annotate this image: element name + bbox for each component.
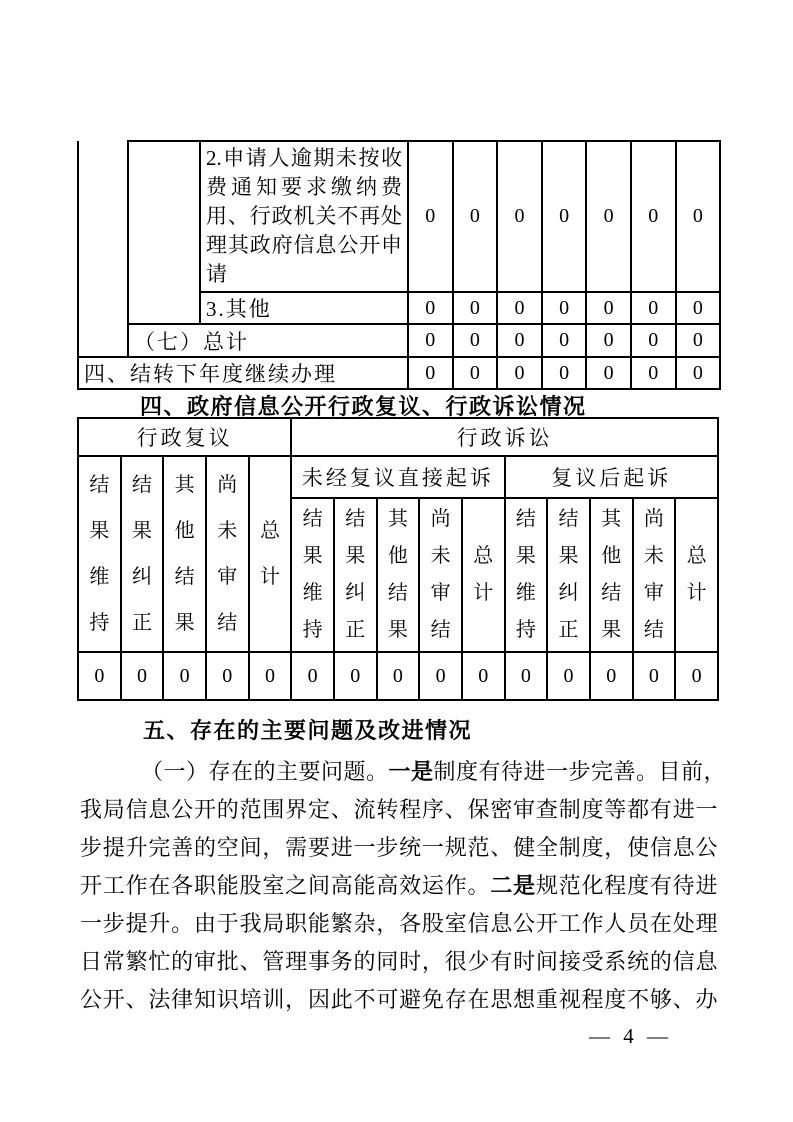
value-cell: 0	[497, 324, 542, 357]
value-cell: 0	[590, 652, 633, 700]
value-cell: 0	[408, 141, 453, 292]
direct-pending-header: 尚未审结	[419, 498, 462, 652]
table1-row-label: 3.其他	[200, 292, 408, 324]
value-cell: 0	[453, 324, 498, 357]
paragraph-line: 步提升完善的空间，需要进一步统一规范、健全制度，使信息公	[80, 835, 718, 860]
value-cell: 0	[676, 141, 721, 292]
value-cell: 0	[676, 292, 721, 324]
value-cell: 0	[291, 652, 334, 700]
value-cell: 0	[249, 652, 292, 700]
paragraph-line: 日常繁忙的审批、管理事务的同时，很少有时间接受系统的信息	[80, 949, 718, 974]
table1-row-label: 2.申请人逾期未按收费通知要求缴纳费用、行政机关不再处理其政府信息公开申请	[200, 141, 408, 292]
table-row	[78, 324, 720, 357]
table-row	[78, 418, 718, 456]
value-cell: 0	[542, 292, 587, 324]
paragraph-line: 我局信息公开的范围界定、流转程序、保密审查制度等都有进一	[80, 797, 718, 822]
paragraph-line	[80, 867, 718, 905]
value-cell: 0	[334, 652, 377, 700]
after-review-lawsuit-subheader: 复议后起诉	[505, 456, 718, 498]
value-cell: 0	[631, 292, 676, 324]
direct-result-upheld-header: 结果维持	[291, 498, 334, 652]
value-cell: 0	[586, 141, 631, 292]
afterreview-result-corrected-header: 结果纠正	[547, 498, 590, 652]
value-cell: 0	[676, 357, 721, 389]
paragraph-line	[80, 753, 727, 791]
direct-result-corrected-header: 结果纠正	[334, 498, 377, 652]
value-cell: 0	[586, 324, 631, 357]
section4-title: 四、政府信息公开行政复议、行政诉讼情况	[140, 394, 587, 419]
paragraph-line: 公开、法律知识培训，因此不可避免存在思想重视程度不够、办	[80, 987, 718, 1012]
table-row	[78, 357, 720, 389]
direct-lawsuit-subheader: 未经复议直接起诉	[291, 456, 504, 498]
paragraph-line: 一步提升。由于我局职能繁杂，各股室信息公开工作人员在处理	[80, 911, 718, 936]
review-group-header: 行政复议	[78, 418, 291, 456]
afterreview-total-header: 总计	[675, 498, 718, 652]
review-result-corrected-header: 结果纠正	[121, 456, 164, 652]
section5-title: 五、存在的主要问题及改进情况	[143, 718, 473, 743]
value-cell: 0	[78, 652, 121, 700]
value-cell: 0	[547, 652, 590, 700]
line-text: 规范化程度有待进	[535, 873, 718, 898]
value-cell: 0	[163, 652, 206, 700]
value-cell: 0	[419, 652, 462, 700]
value-cell: 0	[542, 357, 587, 389]
value-cell: 0	[497, 292, 542, 324]
value-cell: 0	[121, 652, 164, 700]
value-cell: 0	[631, 141, 676, 292]
value-cell: 0	[542, 141, 587, 292]
value-cell: 0	[633, 652, 676, 700]
table1-sub-span-cell	[128, 141, 200, 324]
value-cell: 0	[497, 141, 542, 292]
line-text: 制度有待进一步完善。目前，	[433, 759, 727, 784]
value-cell: 0	[408, 357, 453, 389]
direct-other-result-header: 其他结果	[377, 498, 420, 652]
value-cell: 0	[675, 652, 718, 700]
table-row	[78, 141, 720, 292]
review-total-header: 总计	[249, 456, 292, 652]
value-cell: 0	[542, 324, 587, 357]
emphasis-first-point: 一是	[388, 759, 434, 784]
review-other-result-header: 其他结果	[163, 456, 206, 652]
line-text: 开工作在各职能股室之间高能高效运作。	[80, 873, 491, 898]
value-cell: 0	[377, 652, 420, 700]
value-cell: 0	[497, 357, 542, 389]
value-cell: 0	[453, 141, 498, 292]
lawsuit-group-header: 行政诉讼	[291, 418, 718, 456]
page-number: — 4 —	[589, 1024, 672, 1048]
application-handling-table	[77, 140, 721, 390]
value-cell: 0	[631, 357, 676, 389]
value-cell: 0	[505, 652, 548, 700]
table1-carryover-label: 四、结转下年度继续办理	[78, 357, 408, 389]
body-paragraph	[80, 753, 727, 1019]
afterreview-result-upheld-header: 结果维持	[505, 498, 548, 652]
value-cell: 0	[676, 324, 721, 357]
value-cell: 0	[586, 357, 631, 389]
value-cell: 0	[408, 292, 453, 324]
review-pending-header: 尚未审结	[206, 456, 249, 652]
review-litigation-table	[77, 417, 719, 701]
afterreview-pending-header: 尚未审结	[633, 498, 676, 652]
value-cell: 0	[462, 652, 505, 700]
value-cell: 0	[586, 292, 631, 324]
table1-continued-span-cell	[78, 141, 128, 357]
emphasis-second-point: 二是	[490, 873, 536, 898]
afterreview-other-result-header: 其他结果	[590, 498, 633, 652]
subsection-label: （一）存在的主要问题。	[141, 759, 389, 784]
value-cell: 0	[631, 324, 676, 357]
table-row	[78, 652, 718, 700]
value-cell: 0	[453, 292, 498, 324]
value-cell: 0	[206, 652, 249, 700]
direct-total-header: 总计	[462, 498, 505, 652]
table-row	[78, 456, 718, 498]
value-cell: 0	[453, 357, 498, 389]
review-result-upheld-header: 结果维持	[78, 456, 121, 652]
value-cell: 0	[408, 324, 453, 357]
table1-total-label: （七）总计	[128, 324, 408, 357]
